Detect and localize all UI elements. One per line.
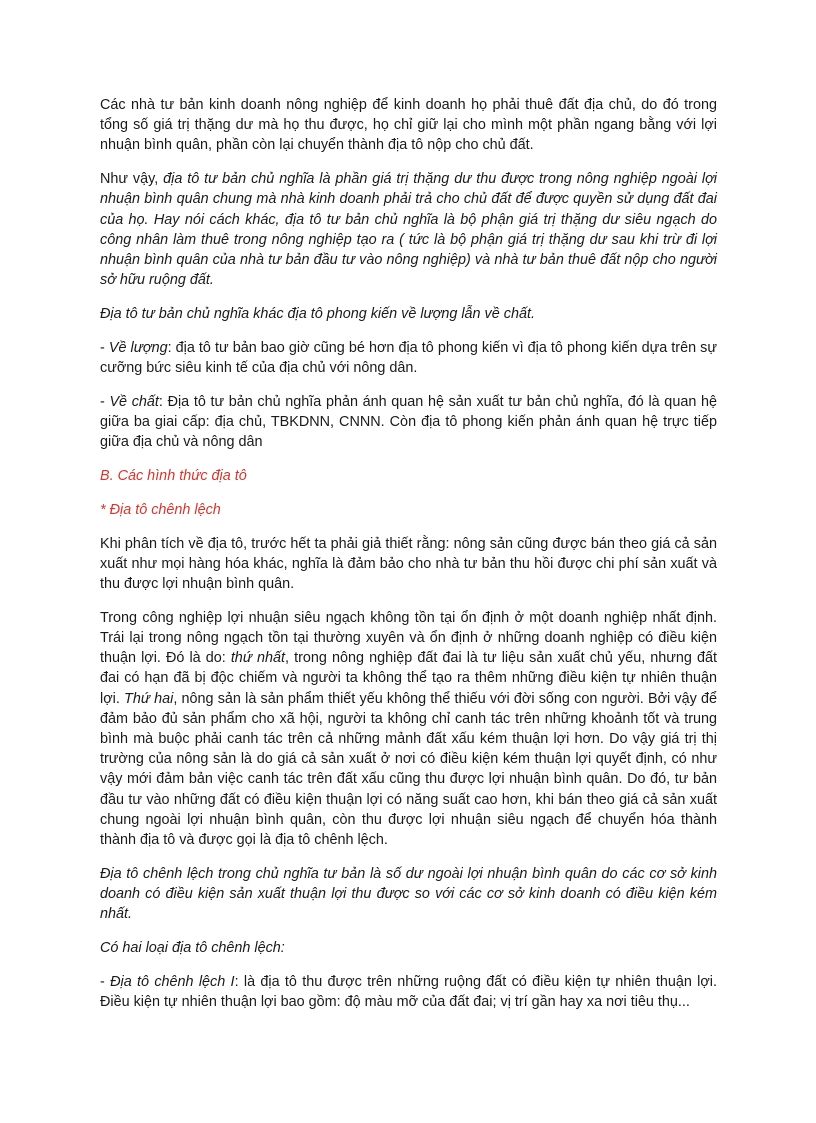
paragraph-text: : là địa tô thu được trên những ruộng đất có điều kiện tự nhiên thuận lợi. Điều kiện tự nhiên thuận lợi bao gồm: độ màu mỡ của đất đai; vị trí gần hay xa nơi tiêu thụ... [100, 973, 717, 1011]
paragraph-quantity [100, 338, 717, 378]
paragraph-text: : địa tô tư bản bao giờ cũng bé hơn địa tô phong kiến vì địa tô phong kiến dựa trên sự cưỡng bức siêu kinh tế của địa chủ với nông dân. [100, 339, 717, 377]
paragraph-text: , trong nông nghiệp đất đai là tư liệu sản xuất chủ yếu, nhưng đất đai có hạn đã bị độc chiếm và người ta không thể tạo ra thêm những điều kiện tự nhiên thuận lợi. [100, 650, 717, 707]
term-label: Địa tô chênh lệch I [110, 973, 235, 990]
paragraph-text: : Địa tô tư bản chủ nghĩa phản ánh quan hệ sản xuất tư bản chủ nghĩa, đó là quan hệ giữa ba giai cấp: địa chủ, TBKDNN, CNNN. Còn địa tô phong kiến phản ánh quan hệ trực tiếp giữa địa chủ và nông dân [100, 393, 717, 451]
paragraph-assumption [100, 534, 717, 595]
paragraph-differential-definition [100, 864, 717, 925]
paragraph-two-types [100, 938, 717, 958]
definition-text: địa tô tư bản chủ nghĩa là phần giá trị thặng dư thu được trong nông nghiệp ngoài lợi nhuận bình quân chung mà nhà kinh doanh phải trả cho chủ đất để được quyền sử dụng đất đai của họ. Hay nói cách khác, địa tô tư bản chủ nghĩa là bộ phận giá trị thặng dư siêu ngạch do công nhân làm thuê trong nông nghiệp tạo ra ( tức là bộ phận giá trị thặng dư sau khi trừ đi lợi nhuận bình quân của nhà tư bản đầu tư vào nông nghiệp) và nhà tư bản thuê đất nộp cho người sở hữu ruộng đất. [100, 171, 717, 289]
emphasis-text: Thứ hai [124, 690, 174, 707]
paragraph-comparison [100, 304, 717, 324]
paragraph-text: Các nhà tư bản kinh doanh nông nghiệp để kinh doanh họ phải thuê đất địa chủ, do đó trong tổng số giá trị thặng dư mà họ thu được, họ chỉ giữ lại cho mình một phần ngang bằng với lợi nhuận bình quân, phần còn lại chuyển thành địa tô nộp cho chủ đất. [100, 97, 717, 154]
paragraph-intro [100, 95, 717, 156]
paragraph-text: Địa tô tư bản chủ nghĩa khác địa tô phong kiến về lượng lẫn về chất. [100, 306, 535, 323]
dash: - [100, 393, 110, 410]
document-page [100, 95, 717, 1026]
emphasis-text: thứ nhất [230, 650, 286, 667]
paragraph-quality [100, 392, 717, 453]
paragraph-definition [100, 169, 717, 290]
subsection-heading [100, 500, 717, 520]
paragraph-text: Trong công nghiệp lợi nhuận siêu ngạch không tồn tại ổn định ở một doanh nghiệp nhất định. Trái lại trong nông ngạch tồn tại thường xuyên và ổn định ở những doanh nghiệp có điều kiện thuận lợi. Đó là do: [100, 609, 717, 667]
paragraph-type-one [100, 972, 717, 1012]
dash: - [100, 973, 111, 990]
paragraph-text: Địa tô chênh lệch trong chủ nghĩa tư bản là số dư ngoài lợi nhuận bình quân do các cơ sở kinh doanh có điều kiện sản xuất thuận lợi thu được so với các cơ sở kinh doanh có điều kiện kém nhất. [100, 865, 717, 923]
paragraph-text: , nông sản là sản phẩm thiết yếu không thể thiếu với đời sống con người. Bởi vậy để đảm bảo đủ sản phẩm cho xã hội, người ta không chỉ canh tác trên những khoảnh tốt và trung bình mà buộc phải canh tác trên cả những mảnh đất xấu kém thuận lợi hơn. Do vậy giá trị thị trường của nông sản là do giá cả sản xuất ở nơi có điều kiện kém thuận lợi quyết định, có như vậy mới đảm bản việc canh tác trên đất xấu cũng thu được lợi nhuận bình quân. Do đó, tư bản đầu tư vào những đất có điều kiện thuận lợi có năng suất cao hơn, khi bán theo giá cả sản xuất chung ngoài lợi nhuận bình quân, còn thu được lợi nhuận siêu ngạch để chuyển hóa thành thành địa tô và được gọi là địa tô chênh lệch. [100, 690, 718, 849]
term-label: Về chất [109, 393, 159, 410]
paragraph-explanation [100, 608, 717, 850]
heading-text: * Địa tô chênh lệch [100, 501, 221, 518]
paragraph-text: Có hai loại địa tô chênh lệch: [100, 940, 285, 957]
section-heading [100, 466, 717, 486]
paragraph-lead: Như vậy, [100, 171, 164, 188]
paragraph-text: Khi phân tích về địa tô, trước hết ta phải giả thiết rằng: nông sản cũng được bán theo giá cả sản xuất như mọi hàng hóa khác, nghĩa là đảm bảo cho nhà tư bản thu hồi được chi phí sản xuất và thu được lợi nhuận bình quân. [100, 535, 717, 593]
heading-text: B. Các hình thức địa tô [100, 468, 247, 485]
term-label: Về lượng [108, 339, 168, 356]
dash: - [100, 339, 109, 356]
